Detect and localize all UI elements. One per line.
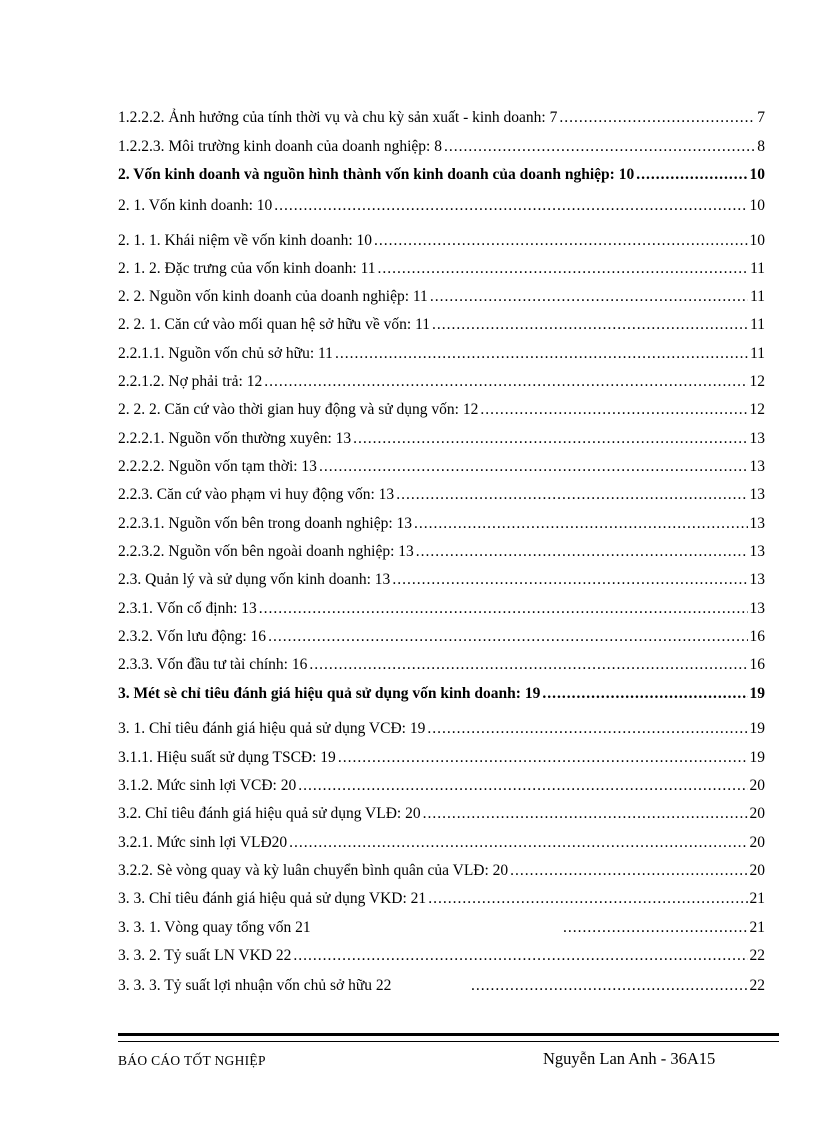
toc-dot-leader — [378, 259, 749, 279]
toc-entry[interactable] — [118, 599, 765, 619]
toc-entry-page: 22 — [749, 947, 765, 964]
toc-dot-leader — [259, 599, 748, 619]
footer-author: Nguyễn Lan Anh - 36A15 — [543, 1049, 716, 1068]
toc-entry-page: 16 — [749, 628, 765, 645]
toc-dot-leader — [298, 776, 747, 796]
toc-dot-leader — [428, 889, 747, 909]
toc-entry-page: 11 — [750, 288, 765, 305]
toc-entry-page: 20 — [749, 862, 765, 879]
toc-dot-leader — [636, 165, 747, 185]
toc-entry[interactable] — [118, 315, 765, 335]
toc-entry-page: 16 — [749, 656, 765, 673]
toc-entry[interactable] — [118, 259, 765, 279]
toc-entry-title: 2.2.1.1. Nguồn vốn chủ sở hữu: 11 — [118, 345, 333, 362]
toc-entry-page: 11 — [750, 316, 765, 333]
toc-entry-page: 12 — [749, 373, 765, 390]
toc-entry-page: 21 — [749, 919, 765, 936]
toc-entry[interactable] — [118, 165, 765, 185]
toc-entry-page: 20 — [749, 805, 765, 822]
toc-entry-title: 3. 3. 1. Vòng quay tổng vốn 21 — [118, 919, 311, 936]
toc-dot-leader — [335, 344, 748, 364]
toc-entry-title: 3. 3. 2. Tỷ suất LN VKD 22 — [118, 947, 292, 964]
toc-entry-title: 3. 3. Chỉ tiêu đánh giá hiệu quả sử dụng VKD: 21 — [118, 890, 427, 907]
toc-entry[interactable] — [118, 485, 765, 505]
toc-dot-leader — [563, 918, 748, 938]
toc-entry-title: 3.2.2. Sè vòng quay và kỳ luân chuyển bình quân của VLĐ: 20 — [118, 862, 509, 879]
toc-dot-leader — [510, 861, 747, 881]
toc-entry-page: 13 — [749, 430, 765, 447]
toc-dot-leader — [444, 137, 755, 157]
toc-entry[interactable] — [118, 231, 765, 251]
toc-entry-page: 20 — [749, 834, 765, 851]
toc-entry[interactable] — [118, 108, 765, 128]
toc-entry[interactable] — [118, 137, 765, 157]
toc-entry-title: 2. 1. Vốn kinh doanh: 10 — [118, 197, 273, 214]
toc-dot-leader — [430, 287, 748, 307]
toc-entry[interactable] — [118, 833, 765, 853]
toc-entry[interactable] — [118, 776, 765, 796]
toc-dot-leader — [319, 457, 748, 477]
toc-entry-title: 3.1.2. Mức sinh lợi VCĐ: 20 — [118, 777, 297, 794]
toc-entry-title: 2. Vốn kinh doanh và nguồn hình thành vốn kinh doanh của doanh nghiệp: 10 — [118, 166, 635, 183]
toc-entry-title: 2.2.2.1. Nguồn vốn thường xuyên: 13 — [118, 430, 352, 447]
toc-entry[interactable] — [118, 861, 765, 881]
toc-entry-page: 13 — [749, 515, 765, 532]
toc-entry-title: 3.1.1. Hiệu suất sử dụng TSCĐ: 19 — [118, 749, 336, 766]
toc-entry[interactable] — [118, 344, 765, 364]
toc-entry-title: 2. 1. 1. Khái niệm về vốn kinh doanh: 10 — [118, 232, 372, 249]
toc-dot-leader — [338, 748, 748, 768]
toc-dot-leader — [471, 976, 748, 996]
toc-entry-page: 21 — [749, 890, 765, 907]
toc-entry-title: 2.3.3. Vốn đầu tư tài chính: 16 — [118, 656, 308, 673]
toc-entry-title: 2.2.1.2. Nợ phải trả: 12 — [118, 373, 263, 390]
toc-entry[interactable] — [118, 457, 765, 477]
toc-entry-title: 2.2.2.2. Nguồn vốn tạm thời: 13 — [118, 458, 317, 475]
toc-entry-page: 11 — [750, 345, 765, 362]
toc-dot-leader — [289, 833, 747, 853]
toc-entry[interactable] — [118, 748, 765, 768]
toc-dot-leader — [274, 196, 747, 216]
toc-entry[interactable] — [118, 719, 765, 739]
toc-entry-title: 3. 1. Chỉ tiêu đánh giá hiệu quả sử dụng VCĐ: 19 — [118, 720, 426, 737]
toc-entry-title: 2.3. Quản lý và sử dụng vốn kinh doanh: 13 — [118, 571, 391, 588]
toc-entry[interactable] — [118, 684, 765, 704]
toc-entry[interactable] — [118, 976, 765, 996]
toc-entry-page: 10 — [749, 166, 765, 183]
toc-dot-leader — [559, 108, 755, 128]
toc-entry-title: 2. 2. 1. Căn cứ vào mối quan hệ sở hữu về vốn: 11 — [118, 316, 430, 333]
toc-entry-title: 3.2. Chỉ tiêu đánh giá hiệu quả sử dụng VLĐ: 20 — [118, 805, 421, 822]
toc-dot-leader — [374, 231, 748, 251]
toc-entry-page: 10 — [749, 232, 765, 249]
toc-entry[interactable] — [118, 627, 765, 647]
toc-entry[interactable] — [118, 889, 765, 909]
toc-entry-page: 13 — [749, 543, 765, 560]
toc-entry-page: 13 — [749, 600, 765, 617]
toc-dot-leader — [293, 946, 747, 966]
toc-entry[interactable] — [118, 804, 765, 824]
toc-entry-page: 22 — [749, 977, 765, 994]
toc-dot-leader — [392, 570, 747, 590]
toc-dot-leader — [396, 485, 747, 505]
toc-entry[interactable] — [118, 196, 765, 216]
toc-entry-page: 13 — [749, 458, 765, 475]
toc-entry[interactable] — [118, 918, 765, 938]
toc-entry[interactable] — [118, 514, 765, 534]
toc-entry-title: 2. 2. 2. Căn cứ vào thời gian huy động và sử dụng vốn: 12 — [118, 401, 479, 418]
toc-entry-page: 19 — [749, 749, 765, 766]
toc-entry-title: 2.3.2. Vốn lưu động: 16 — [118, 628, 267, 645]
toc-entry-page: 19 — [749, 720, 765, 737]
toc-dot-leader — [416, 542, 748, 562]
toc-entry-page: 13 — [749, 486, 765, 503]
toc-entry-title: 2.3.1. Vốn cố định: 13 — [118, 600, 257, 617]
toc-dot-leader — [427, 719, 747, 739]
toc-entry[interactable] — [118, 287, 765, 307]
toc-entry-title: 2. 2. Nguồn vốn kinh doanh của doanh nghiệp: 11 — [118, 288, 428, 305]
toc-entry-page: 19 — [749, 685, 765, 702]
toc-entry[interactable] — [118, 655, 765, 675]
toc-entry-title: 3. 3. 3. Tỷ suất lợi nhuận vốn chủ sở hữu 22 — [118, 977, 392, 994]
toc-dot-leader — [353, 429, 747, 449]
toc-entry-page: 8 — [757, 138, 765, 155]
toc-dot-leader — [480, 400, 747, 420]
toc-dot-leader — [414, 514, 747, 534]
toc-entry[interactable] — [118, 429, 765, 449]
toc-entry-page: 20 — [749, 777, 765, 794]
toc-entry[interactable] — [118, 570, 765, 590]
toc-entry-title: 2.2.3. Căn cứ vào phạm vi huy động vốn: 13 — [118, 486, 395, 503]
toc-entry-title: 1.2.2.2. Ảnh hưởng của tính thời vụ và chu kỳ sản xuất - kinh doanh: 7 — [118, 109, 558, 126]
toc-dot-leader — [432, 315, 748, 335]
toc-dot-leader — [268, 627, 747, 647]
toc-entry-page: 7 — [757, 109, 765, 126]
toc-entry[interactable] — [118, 542, 765, 562]
toc-entry-page: 13 — [749, 571, 765, 588]
toc-entry[interactable] — [118, 372, 765, 392]
toc-dot-leader — [309, 655, 747, 675]
toc-entry-title: 2.2.3.1. Nguồn vốn bên trong doanh nghiệp: 13 — [118, 515, 413, 532]
toc-entry[interactable] — [118, 946, 765, 966]
footer-report-title: BÁO CÁO TỐT NGHIỆP — [118, 1053, 266, 1068]
toc-dot-leader — [542, 684, 747, 704]
toc-entry-page: 12 — [749, 401, 765, 418]
toc-entry-page: 10 — [749, 197, 765, 214]
toc-dot-leader — [264, 372, 747, 392]
toc-entry-page: 11 — [750, 260, 765, 277]
footer-divider — [118, 1033, 779, 1042]
toc-entry[interactable] — [118, 400, 765, 420]
toc-entry-title: 3.2.1. Mức sinh lợi VLĐ20 — [118, 834, 288, 851]
toc-entry-title: 1.2.2.3. Môi trường kinh doanh của doanh nghiệp: 8 — [118, 138, 442, 155]
toc-dot-leader — [423, 804, 748, 824]
toc-entry-title: 2.2.3.2. Nguồn vốn bên ngoài doanh nghiệp: 13 — [118, 543, 414, 560]
toc-entry-title: 2. 1. 2. Đặc trưng của vốn kinh doanh: 11 — [118, 260, 376, 277]
toc-entry-title: 3. Mét sè chỉ tiêu đánh giá hiệu quả sử dụng vốn kinh doanh: 19 — [118, 685, 541, 702]
